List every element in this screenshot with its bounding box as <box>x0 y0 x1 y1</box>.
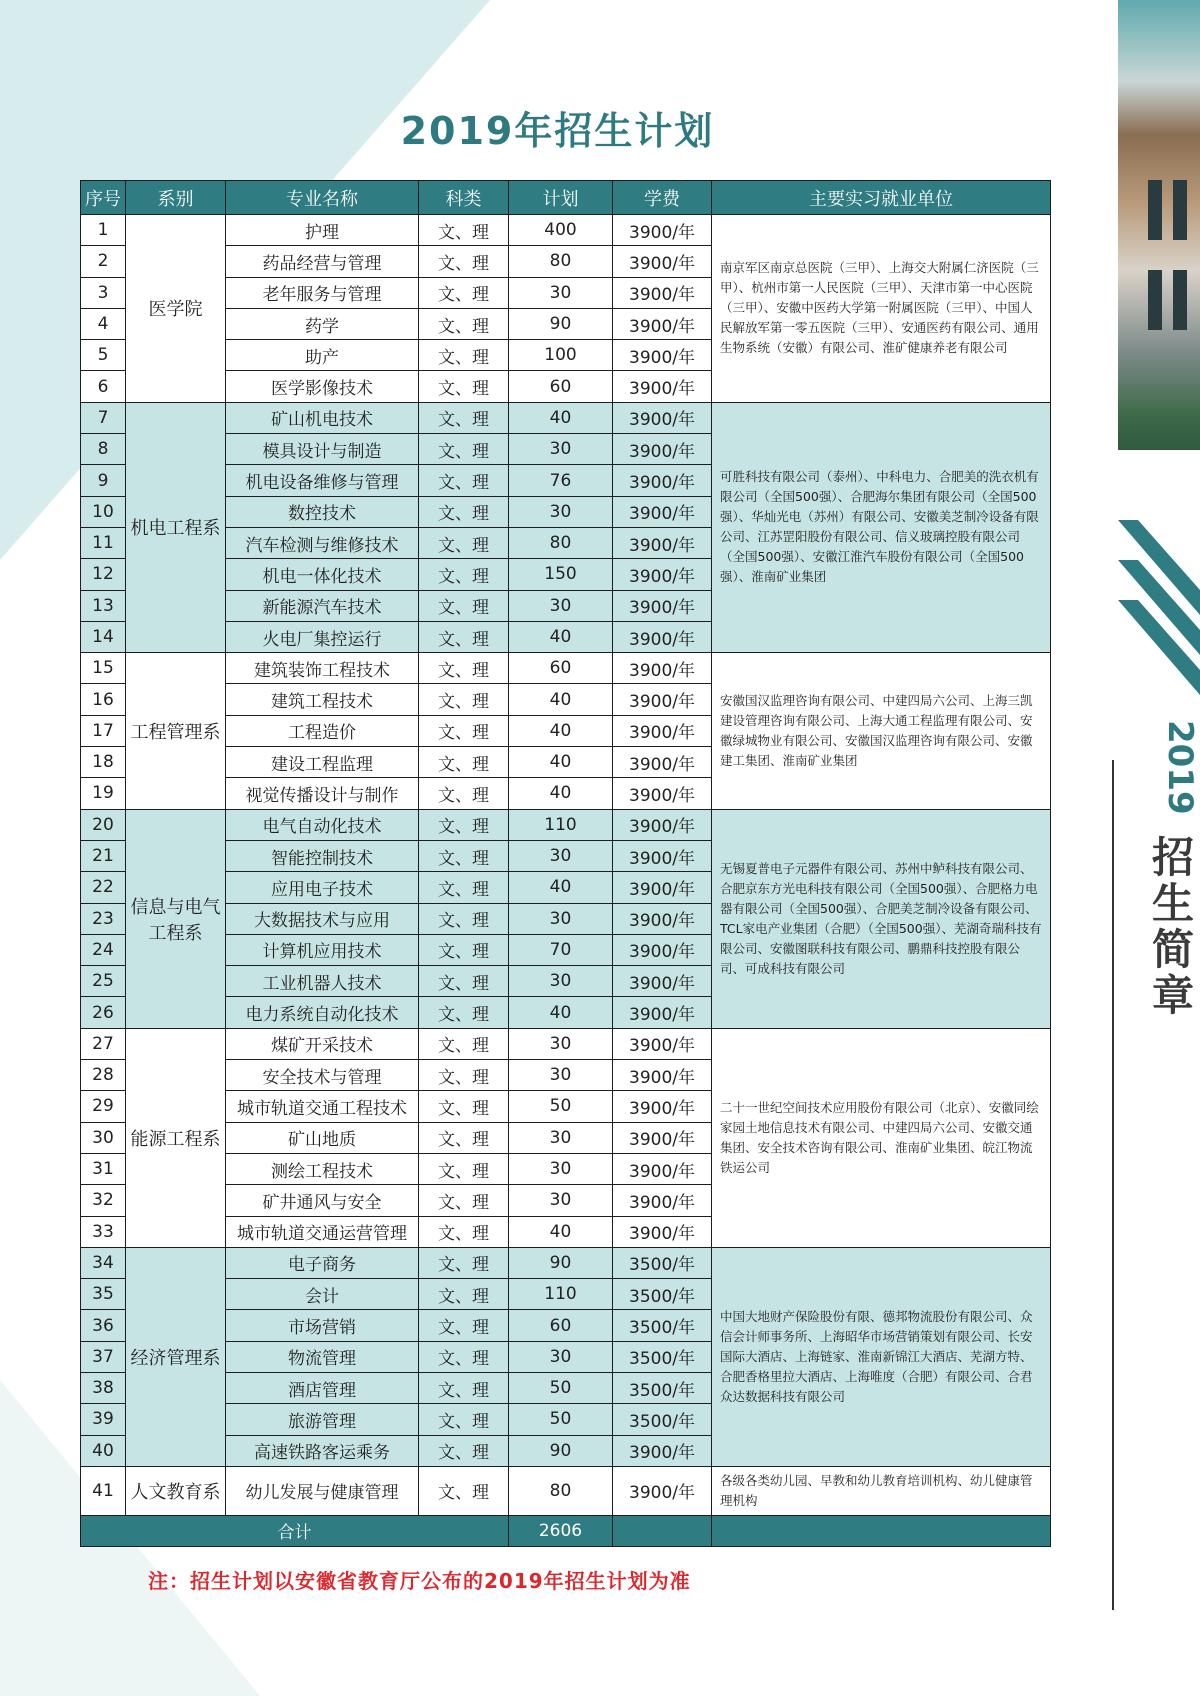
category-cell: 文、理 <box>419 590 509 621</box>
plan-cell: 150 <box>509 559 613 590</box>
dept-cell: 医学院 <box>126 215 226 403</box>
employer-cell: 无锡夏普电子元器件有限公司、苏州中鲈科技有限公司、合肥京东方光电科技有限公司（全国500强）、合肥格力电器有限公司（全国500强）、合肥美芝制冷设备有限公司、TCL家电产业集团（合肥）（全国500强）、芜湖奇瑞科技有限公司、安徽图联科技有限公司、鹏鼎科技控股有限公司、可成科技有限公司 <box>712 809 1051 1028</box>
major-cell: 工业机器人技术 <box>226 966 419 997</box>
seq-cell: 14 <box>81 621 126 652</box>
employer-cell: 二十一世纪空间技术应用股份有限公司（北京）、安徽同绘家园土地信息技术有限公司、中建四局六公司、安徽交通集团、安全技术咨询有限公司、淮南矿业集团、皖江物流铁运公司 <box>712 1028 1051 1247</box>
dept-cell: 机电工程系 <box>126 402 226 652</box>
category-cell: 文、理 <box>419 1185 509 1216</box>
category-cell: 文、理 <box>419 246 509 277</box>
seq-cell: 36 <box>81 1310 126 1341</box>
category-cell: 文、理 <box>419 1247 509 1278</box>
seq-cell: 34 <box>81 1247 126 1278</box>
major-cell: 幼儿发展与健康管理 <box>226 1466 419 1515</box>
tuition-cell: 3900/年 <box>613 590 712 621</box>
category-cell: 文、理 <box>419 277 509 308</box>
seq-cell: 9 <box>81 465 126 496</box>
table-row <box>81 809 1051 840</box>
major-cell: 城市轨道交通工程技术 <box>226 1091 419 1122</box>
seq-cell: 27 <box>81 1028 126 1059</box>
major-cell: 数控技术 <box>226 496 419 527</box>
major-cell: 矿山机电技术 <box>226 402 419 433</box>
major-cell: 矿井通风与安全 <box>226 1185 419 1216</box>
header-cell: 系别 <box>126 181 226 215</box>
seq-cell: 5 <box>81 340 126 371</box>
major-cell: 老年服务与管理 <box>226 277 419 308</box>
plan-cell: 40 <box>509 621 613 652</box>
tuition-cell: 3900/年 <box>613 684 712 715</box>
seq-cell: 32 <box>81 1185 126 1216</box>
seq-cell: 35 <box>81 1279 126 1310</box>
seq-cell: 24 <box>81 934 126 965</box>
dept-cell: 人文教育系 <box>126 1466 226 1515</box>
major-cell: 安全技术与管理 <box>226 1060 419 1091</box>
plan-cell: 110 <box>509 1279 613 1310</box>
tuition-cell: 3900/年 <box>613 715 712 746</box>
tuition-cell: 3500/年 <box>613 1341 712 1372</box>
major-cell: 汽车检测与维修技术 <box>226 527 419 558</box>
category-cell: 文、理 <box>419 308 509 339</box>
major-cell: 电气自动化技术 <box>226 809 419 840</box>
category-cell: 文、理 <box>419 840 509 871</box>
category-cell: 文、理 <box>419 778 509 809</box>
tuition-cell: 3500/年 <box>613 1279 712 1310</box>
major-cell: 工程造价 <box>226 715 419 746</box>
plan-cell: 90 <box>509 1247 613 1278</box>
dept-cell: 经济管理系 <box>126 1247 226 1466</box>
plan-cell: 100 <box>509 340 613 371</box>
tuition-cell: 3500/年 <box>613 1247 712 1278</box>
major-cell: 旅游管理 <box>226 1404 419 1435</box>
category-cell: 文、理 <box>419 434 509 465</box>
seq-cell: 3 <box>81 277 126 308</box>
header-cell: 学费 <box>613 181 712 215</box>
plan-cell: 60 <box>509 1310 613 1341</box>
seq-cell: 28 <box>81 1060 126 1091</box>
major-cell: 城市轨道交通运营管理 <box>226 1216 419 1247</box>
seq-cell: 7 <box>81 402 126 433</box>
plan-cell: 40 <box>509 684 613 715</box>
tuition-cell: 3900/年 <box>613 1185 712 1216</box>
major-cell: 市场营销 <box>226 1310 419 1341</box>
category-cell: 文、理 <box>419 559 509 590</box>
major-cell: 会计 <box>226 1279 419 1310</box>
employer-cell: 中国大地财产保险股份有限、德邦物流股份有限公司、众信会计师事务所、上海昭华市场营销策划有限公司、长安国际大酒店、上海链家、淮南新锦江大酒店、芜湖方特、合肥香格里拉大酒店、上海唯度（合肥）有限公司、合君众达数据科技有限公司 <box>712 1247 1051 1466</box>
major-cell: 煤矿开采技术 <box>226 1028 419 1059</box>
plan-cell: 40 <box>509 402 613 433</box>
tuition-cell: 3900/年 <box>613 277 712 308</box>
major-cell: 药学 <box>226 308 419 339</box>
plan-cell: 110 <box>509 809 613 840</box>
major-cell: 新能源汽车技术 <box>226 590 419 621</box>
employer-cell: 可胜科技有限公司（泰州）、中科电力、合肥美的洗衣机有限公司（全国500强）、合肥海尔集团有限公司（全国500强）、华灿光电（苏州）有限公司、安徽美芝制冷设备有限公司、江苏罡阳股份有限公司、信义玻璃控股有限公司（全国500强）、安徽江淮汽车股份有限公司（全国500强）、淮南矿业集团 <box>712 402 1051 652</box>
seq-cell: 31 <box>81 1153 126 1184</box>
plan-cell: 80 <box>509 246 613 277</box>
major-cell: 计算机应用技术 <box>226 934 419 965</box>
tuition-cell: 3900/年 <box>613 997 712 1028</box>
plan-cell: 40 <box>509 997 613 1028</box>
category-cell: 文、理 <box>419 1216 509 1247</box>
major-cell: 机电设备维修与管理 <box>226 465 419 496</box>
tuition-cell: 3900/年 <box>613 1435 712 1466</box>
plan-cell: 80 <box>509 527 613 558</box>
tuition-cell: 3900/年 <box>613 809 712 840</box>
seq-cell: 1 <box>81 215 126 246</box>
category-cell: 文、理 <box>419 1091 509 1122</box>
seq-cell: 38 <box>81 1372 126 1403</box>
seq-cell: 37 <box>81 1341 126 1372</box>
plan-cell: 70 <box>509 934 613 965</box>
category-cell: 文、理 <box>419 653 509 684</box>
category-cell: 文、理 <box>419 684 509 715</box>
major-cell: 矿山地质 <box>226 1122 419 1153</box>
seq-cell: 17 <box>81 715 126 746</box>
side-divider <box>1112 760 1114 1610</box>
major-cell: 机电一体化技术 <box>226 559 419 590</box>
total-value: 2606 <box>509 1515 613 1546</box>
seq-cell: 8 <box>81 434 126 465</box>
category-cell: 文、理 <box>419 1435 509 1466</box>
category-cell: 文、理 <box>419 1279 509 1310</box>
category-cell: 文、理 <box>419 1466 509 1515</box>
tuition-cell: 3900/年 <box>613 340 712 371</box>
table-row <box>81 653 1051 684</box>
table-row <box>81 1028 1051 1059</box>
plan-cell: 40 <box>509 715 613 746</box>
tuition-cell: 3900/年 <box>613 934 712 965</box>
tuition-cell: 3900/年 <box>613 465 712 496</box>
plan-cell: 30 <box>509 1341 613 1372</box>
seq-cell: 33 <box>81 1216 126 1247</box>
footnote: 注：招生计划以安徽省教育厅公布的2019年招生计划为准 <box>148 1569 691 1593</box>
category-cell: 文、理 <box>419 496 509 527</box>
category-cell: 文、理 <box>419 934 509 965</box>
major-cell: 建设工程监理 <box>226 747 419 778</box>
dept-cell: 能源工程系 <box>126 1028 226 1247</box>
seq-cell: 19 <box>81 778 126 809</box>
plan-cell: 40 <box>509 778 613 809</box>
major-cell: 测绘工程技术 <box>226 1153 419 1184</box>
tuition-cell: 3900/年 <box>613 308 712 339</box>
header-cell: 科类 <box>419 181 509 215</box>
category-cell: 文、理 <box>419 1153 509 1184</box>
seq-cell: 23 <box>81 903 126 934</box>
major-cell: 医学影像技术 <box>226 371 419 402</box>
seq-cell: 18 <box>81 747 126 778</box>
category-cell: 文、理 <box>419 997 509 1028</box>
plan-cell: 30 <box>509 840 613 871</box>
dept-cell: 工程管理系 <box>126 653 226 809</box>
table-header <box>81 181 1051 215</box>
tuition-cell: 3900/年 <box>613 1153 712 1184</box>
plan-cell: 30 <box>509 1060 613 1091</box>
tuition-cell: 3900/年 <box>613 1028 712 1059</box>
plan-cell: 50 <box>509 1372 613 1403</box>
category-cell: 文、理 <box>419 621 509 652</box>
seq-cell: 39 <box>81 1404 126 1435</box>
major-cell: 电力系统自动化技术 <box>226 997 419 1028</box>
category-cell: 文、理 <box>419 1404 509 1435</box>
seq-cell: 41 <box>81 1466 126 1515</box>
plan-cell: 76 <box>509 465 613 496</box>
seq-cell: 40 <box>81 1435 126 1466</box>
plan-cell: 30 <box>509 496 613 527</box>
side-year: 2019 <box>1160 720 1200 815</box>
plan-cell: 30 <box>509 434 613 465</box>
total-row <box>81 1515 1051 1546</box>
plan-cell: 30 <box>509 1028 613 1059</box>
plan-cell: 40 <box>509 872 613 903</box>
tuition-cell: 3900/年 <box>613 778 712 809</box>
seq-cell: 16 <box>81 684 126 715</box>
plan-cell: 50 <box>509 1091 613 1122</box>
tuition-cell: 3900/年 <box>613 1466 712 1515</box>
plan-cell: 50 <box>509 1404 613 1435</box>
seq-cell: 20 <box>81 809 126 840</box>
plan-cell: 90 <box>509 308 613 339</box>
plan-cell: 60 <box>509 653 613 684</box>
tuition-cell: 3900/年 <box>613 653 712 684</box>
tuition-cell: 3900/年 <box>613 559 712 590</box>
plan-cell: 40 <box>509 747 613 778</box>
tuition-cell: 3900/年 <box>613 1091 712 1122</box>
seq-cell: 2 <box>81 246 126 277</box>
major-cell: 火电厂集控运行 <box>226 621 419 652</box>
table-row <box>81 1466 1051 1515</box>
seq-cell: 21 <box>81 840 126 871</box>
category-cell: 文、理 <box>419 1341 509 1372</box>
seq-cell: 25 <box>81 966 126 997</box>
major-cell: 高速铁路客运乘务 <box>226 1435 419 1466</box>
major-cell: 智能控制技术 <box>226 840 419 871</box>
tuition-cell: 3900/年 <box>613 747 712 778</box>
tuition-cell: 3900/年 <box>613 966 712 997</box>
seq-cell: 22 <box>81 872 126 903</box>
seq-cell: 10 <box>81 496 126 527</box>
major-cell: 应用电子技术 <box>226 872 419 903</box>
header-cell: 主要实习就业单位 <box>712 181 1051 215</box>
plan-cell: 30 <box>509 966 613 997</box>
plan-cell: 30 <box>509 903 613 934</box>
category-cell: 文、理 <box>419 966 509 997</box>
plan-cell: 80 <box>509 1466 613 1515</box>
tuition-cell: 3900/年 <box>613 621 712 652</box>
major-cell: 药品经营与管理 <box>226 246 419 277</box>
tuition-cell: 3900/年 <box>613 371 712 402</box>
tuition-cell: 3900/年 <box>613 1122 712 1153</box>
tuition-cell: 3900/年 <box>613 1060 712 1091</box>
page-title: 2019年招生计划 <box>400 109 715 153</box>
major-cell: 建筑工程技术 <box>226 684 419 715</box>
major-cell: 电子商务 <box>226 1247 419 1278</box>
major-cell: 护理 <box>226 215 419 246</box>
plan-cell: 400 <box>509 215 613 246</box>
tuition-cell: 3900/年 <box>613 434 712 465</box>
header-cell: 序号 <box>81 181 126 215</box>
employer-cell: 安徽国汉监理咨询有限公司、中建四局六公司、上海三凯建设管理咨询有限公司、上海大通工程监理有限公司、安徽绿城物业有限公司、安徽国汉监理咨询有限公司、安徽建工集团、淮南矿业集团 <box>712 653 1051 809</box>
plan-cell: 30 <box>509 1122 613 1153</box>
major-cell: 模具设计与制造 <box>226 434 419 465</box>
tuition-cell: 3900/年 <box>613 872 712 903</box>
tuition-cell: 3500/年 <box>613 1310 712 1341</box>
total-label: 合计 <box>81 1515 509 1546</box>
category-cell: 文、理 <box>419 215 509 246</box>
category-cell: 文、理 <box>419 1060 509 1091</box>
seq-cell: 6 <box>81 371 126 402</box>
tuition-cell: 3900/年 <box>613 496 712 527</box>
campus-photo <box>1118 0 1200 450</box>
employer-cell: 南京军区南京总医院（三甲）、上海交大附属仁济医院（三甲）、杭州市第一人民医院（三甲）、天津市第一中心医院（三甲）、安徽中医药大学第一附属医院（三甲）、中国人民解放军第一零五医院（三甲）、安通医药有限公司、通用生物系统（安徽）有限公司、淮矿健康养老有限公司 <box>712 215 1051 403</box>
tuition-cell: 3900/年 <box>613 1216 712 1247</box>
category-cell: 文、理 <box>419 872 509 903</box>
category-cell: 文、理 <box>419 527 509 558</box>
seq-cell: 26 <box>81 997 126 1028</box>
category-cell: 文、理 <box>419 402 509 433</box>
major-cell: 助产 <box>226 340 419 371</box>
category-cell: 文、理 <box>419 1122 509 1153</box>
major-cell: 视觉传播设计与制作 <box>226 778 419 809</box>
decorative-stripes <box>1118 520 1200 700</box>
tuition-cell: 3900/年 <box>613 215 712 246</box>
header-cell: 计划 <box>509 181 613 215</box>
category-cell: 文、理 <box>419 1310 509 1341</box>
tuition-cell: 3900/年 <box>613 402 712 433</box>
seq-cell: 12 <box>81 559 126 590</box>
category-cell: 文、理 <box>419 340 509 371</box>
table-row <box>81 215 1051 246</box>
tuition-cell: 3500/年 <box>613 1404 712 1435</box>
category-cell: 文、理 <box>419 1028 509 1059</box>
plan-cell: 30 <box>509 590 613 621</box>
seq-cell: 29 <box>81 1091 126 1122</box>
plan-cell: 60 <box>509 371 613 402</box>
seq-cell: 13 <box>81 590 126 621</box>
table-row <box>81 1247 1051 1278</box>
tuition-cell: 3900/年 <box>613 903 712 934</box>
employer-cell: 各级各类幼儿园、早教和幼儿教育培训机构、幼儿健康管理机构 <box>712 1466 1051 1515</box>
category-cell: 文、理 <box>419 371 509 402</box>
seq-cell: 4 <box>81 308 126 339</box>
table-row <box>81 402 1051 433</box>
seq-cell: 30 <box>81 1122 126 1153</box>
plan-cell: 90 <box>509 1435 613 1466</box>
plan-cell: 30 <box>509 277 613 308</box>
seq-cell: 15 <box>81 653 126 684</box>
major-cell: 酒店管理 <box>226 1372 419 1403</box>
major-cell: 大数据技术与应用 <box>226 903 419 934</box>
plan-cell: 30 <box>509 1185 613 1216</box>
category-cell: 文、理 <box>419 747 509 778</box>
category-cell: 文、理 <box>419 715 509 746</box>
header-cell: 专业名称 <box>226 181 419 215</box>
tuition-cell: 3900/年 <box>613 527 712 558</box>
side-heading: 招生简章 <box>1146 835 1195 1019</box>
tuition-cell: 3900/年 <box>613 840 712 871</box>
dept-cell: 信息与电气工程系 <box>126 809 226 1028</box>
major-cell: 物流管理 <box>226 1341 419 1372</box>
plan-cell: 30 <box>509 1153 613 1184</box>
tuition-cell: 3500/年 <box>613 1372 712 1403</box>
category-cell: 文、理 <box>419 465 509 496</box>
seq-cell: 11 <box>81 527 126 558</box>
enrollment-plan-table <box>80 180 1051 1547</box>
tuition-cell: 3900/年 <box>613 246 712 277</box>
category-cell: 文、理 <box>419 903 509 934</box>
category-cell: 文、理 <box>419 1372 509 1403</box>
major-cell: 建筑装饰工程技术 <box>226 653 419 684</box>
plan-cell: 40 <box>509 1216 613 1247</box>
category-cell: 文、理 <box>419 809 509 840</box>
